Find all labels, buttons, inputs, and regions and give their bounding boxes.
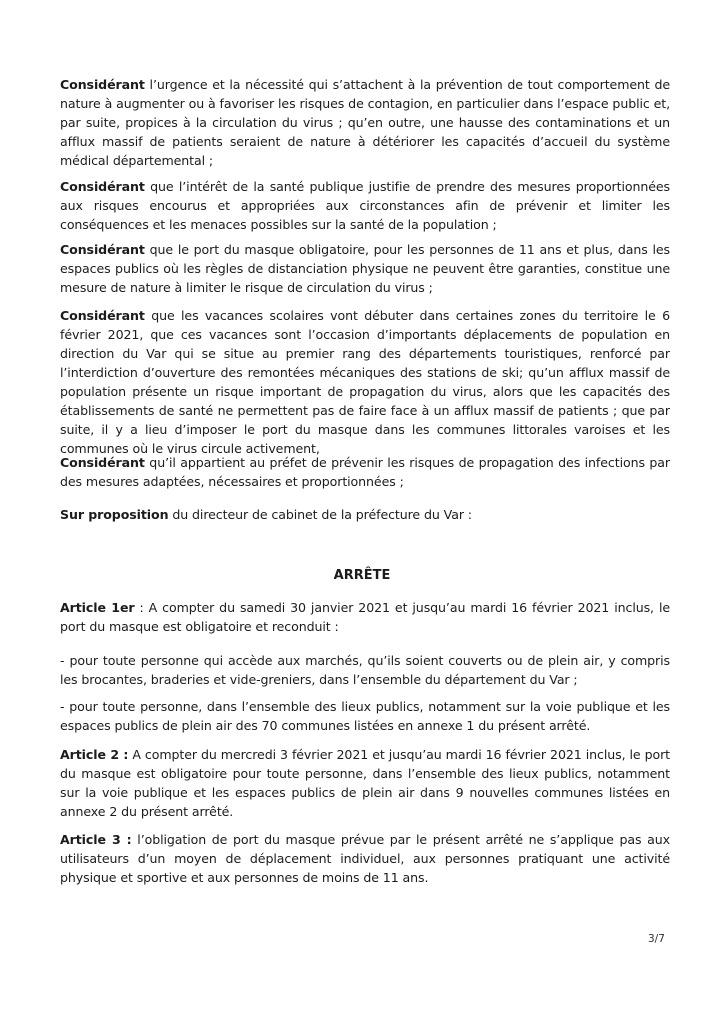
considerant-lead: Considérant <box>60 455 145 470</box>
considerant-text: que l’intérêt de la santé publique justifie de prendre des mesures proportionnées aux risques encourus et appropriées aux circonstances afin de prévenir et limiter les conséquences et les menaces possibles sur la santé de la population ; <box>60 179 670 232</box>
article-lead: Article 2 : <box>60 747 129 762</box>
article-1-bullet-2: - pour toute personne, dans l’ensemble des lieux publics, notamment sur la voie publique et les espaces publics de plein air des 70 communes listées en annexe 1 du présent arrêté. <box>60 699 670 733</box>
proposition-lead: Sur proposition <box>60 507 169 522</box>
considerant-text: que les vacances scolaires vont débuter dans certaines zones du territoire le 6 février 2021, que ces vacances sont l’occasion d’importants déplacements de population en direction du Var qui se situe au premier rang des départements touristiques, renforcé par l’interdiction d’ouverture des remontées mécaniques des stations de ski; qu’un afflux massif de population présente un risque important de propagation du virus, alors que les capacités des établissements de santé ne permettent pas de faire face à un afflux massif de patients ; que par suite, il y a lieu d’imposer le port du masque dans les communes littorales varoises et les communes où le virus circule activement, <box>60 308 670 456</box>
article-2-paragraph <box>60 745 670 821</box>
considerant-lead: Considérant <box>60 179 145 194</box>
considerant-paragraph-1 <box>60 75 670 170</box>
considerant-paragraph-2 <box>60 177 670 234</box>
considerant-lead: Considérant <box>60 77 145 92</box>
considerant-lead: Considérant <box>60 308 145 323</box>
article-text: A compter du mercredi 3 février 2021 et jusqu’au mardi 16 février 2021 inclus, le port du masque est obligatoire pour toute personne, dans l’ensemble des lieux publics, notamment sur la voie publique et les espaces publics de plein air dans 9 nouvelles communes listées en annexe 2 du présent arrêté. <box>60 747 670 819</box>
proposition-paragraph <box>60 505 670 524</box>
article-3-paragraph <box>60 830 670 887</box>
article-lead: Article 1er <box>60 600 135 615</box>
article-text: l’obligation de port du masque prévue par le présent arrêté ne s’applique pas aux utilisateurs d’un moyen de déplacement individuel, aux personnes pratiquant une activité physique et sportive et aux personnes de moins de 11 ans. <box>60 832 670 885</box>
considerant-paragraph-4 <box>60 306 670 458</box>
article-text: : A compter du samedi 30 janvier 2021 et jusqu’au mardi 16 février 2021 inclus, le port du masque est obligatoire et reconduit : <box>60 600 670 634</box>
considerant-text: qu’il appartient au préfet de prévenir les risques de propagation des infections par des mesures adaptées, nécessaires et proportionnées ; <box>60 455 670 489</box>
article-1-bullet-1: - pour toute personne qui accède aux marchés, qu’ils soient couverts ou de plein air, y compris les brocantes, braderies et vide-greniers, dans l’ensemble du département du Var ; <box>60 653 670 687</box>
article-1-paragraph <box>60 598 670 636</box>
page-number: 3/7 <box>648 933 665 945</box>
considerant-text: l’urgence et la nécessité qui s’attachent à la prévention de tout comportement de nature à augmenter ou à favoriser les risques de contagion, en particulier dans l’espace public et, par suite, propices à la circulation du virus ; qu’en outre, une hausse des contaminations et un afflux massif de patients seraient de nature à détériorer les capacités d’accueil du système médical départemental ; <box>60 77 671 168</box>
considerant-text: que le port du masque obligatoire, pour les personnes de 11 ans et plus, dans les espaces publics où les règles de distanciation physique ne peuvent être garanties, constitue une mesure de nature à limiter le risque de circulation du virus ; <box>60 242 670 295</box>
proposition-text: du directeur de cabinet de la préfecture du Var : <box>168 507 472 522</box>
considerant-paragraph-5 <box>60 453 670 491</box>
article-lead: Article 3 : <box>60 832 132 847</box>
considerant-lead: Considérant <box>60 242 145 257</box>
arrete-heading: ARRÊTE <box>333 568 391 583</box>
considerant-paragraph-3 <box>60 240 670 297</box>
